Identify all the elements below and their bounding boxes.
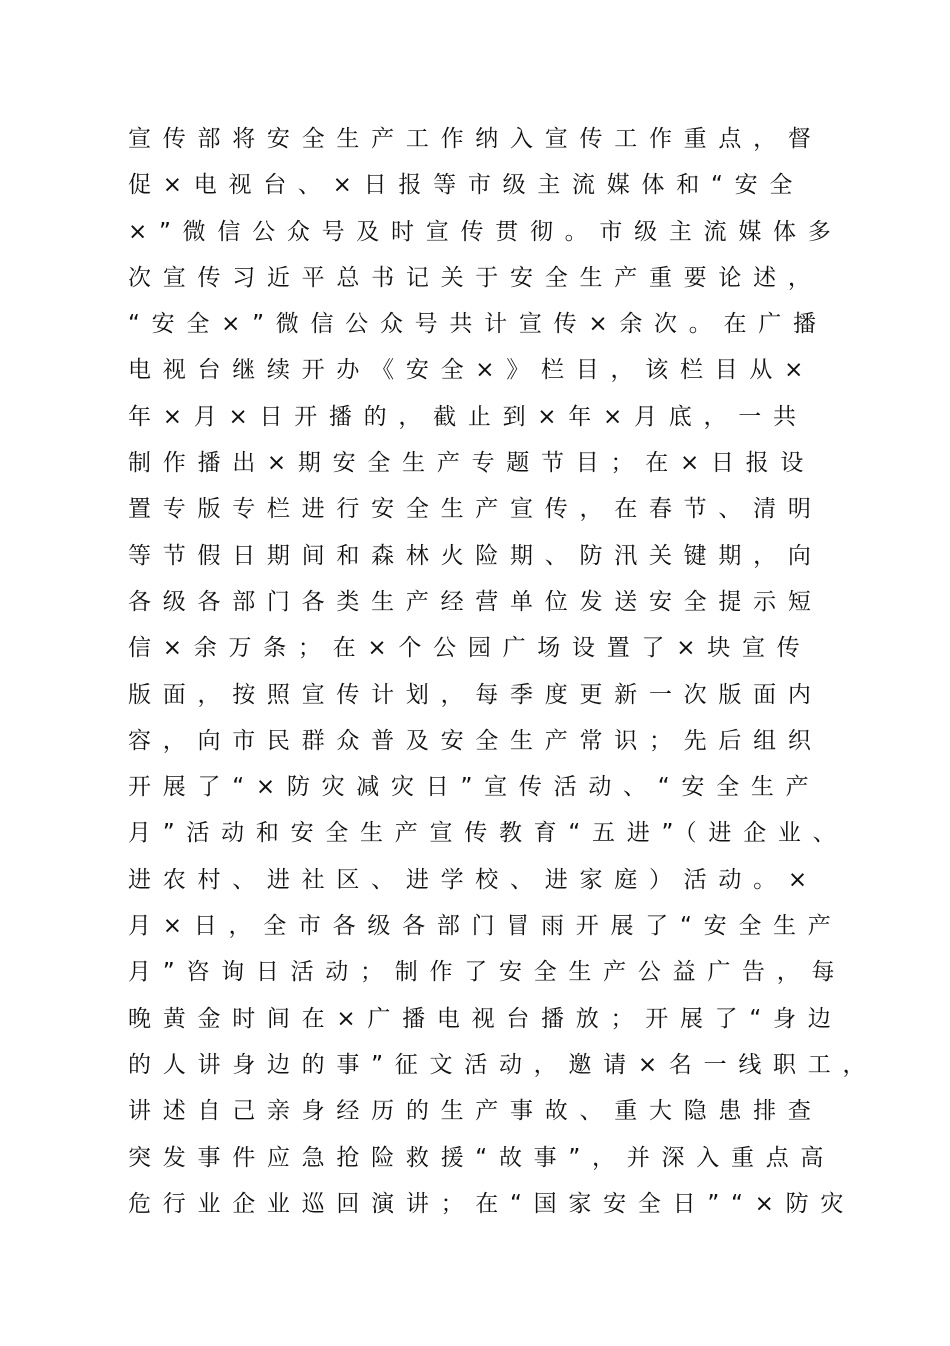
text-line: 年×月×日开播的，截止到×年×月底，一共 — [128, 403, 808, 430]
text-line: 容，向市民群众普及安全生产常识；先后组织 — [128, 727, 823, 754]
text-line: 进农村、进社区、进学校、进家庭）活动。× — [128, 866, 819, 893]
text-line: 各级各部门各类生产经营单位发送安全提示短 — [128, 588, 823, 615]
text-line: 月×日，全市各级各部门冒雨开展了“安全生产 — [128, 913, 843, 940]
body-paragraph — [128, 116, 878, 1227]
text-line: 信×余万条；在×个公园广场设置了×块宣传 — [128, 635, 812, 662]
text-line: 次宣传习近平总书记关于安全生产重要论述， — [128, 264, 823, 291]
text-line: 突发事件应急抢险救援“故事”，并深入重点高 — [128, 1144, 836, 1171]
text-line: 月”活动和安全生产宣传教育“五进”（进企业、 — [128, 820, 848, 847]
text-line: 危行业企业巡回演讲；在“国家安全日”“×防灾 — [128, 1190, 856, 1217]
text-line: 电视台继续开办《安全×》栏目，该栏目从× — [128, 357, 816, 384]
text-line: 的人讲身边的事”征文活动，邀请×名一线职工， — [128, 1051, 878, 1078]
text-line: 晚黄金时间在×广播电视台播放；开展了“身边 — [128, 1005, 843, 1032]
text-line: 促×电视台、×日报等市级主流媒体和“安全 — [128, 172, 805, 199]
text-line: ×”微信公众号及时宣传贯彻。市级主流媒体多 — [128, 218, 843, 245]
text-line: 月”咨询日活动；制作了安全生产公益广告，每 — [128, 959, 847, 986]
text-line: 宣传部将安全生产工作纳入宣传工作重点，督 — [128, 126, 823, 152]
text-line: 置专版专栏进行安全生产宣传，在春节、清明 — [128, 496, 823, 523]
text-line: 开展了“×防灾减灾日”宣传活动、“安全生产 — [128, 774, 821, 801]
text-line: “安全×”微信公众号共计宣传×余次。在广播 — [128, 311, 828, 338]
text-line: 等节假日期间和森林火险期、防汛关键期，向 — [128, 542, 823, 569]
text-line: 版面，按照宣传计划，每季度更新一次版面内 — [128, 681, 823, 708]
text-line: 制作播出×期安全生产专题节目；在×日报设 — [128, 450, 816, 477]
text-line: 讲述自己亲身经历的生产事故、重大隐患排查 — [128, 1098, 823, 1125]
